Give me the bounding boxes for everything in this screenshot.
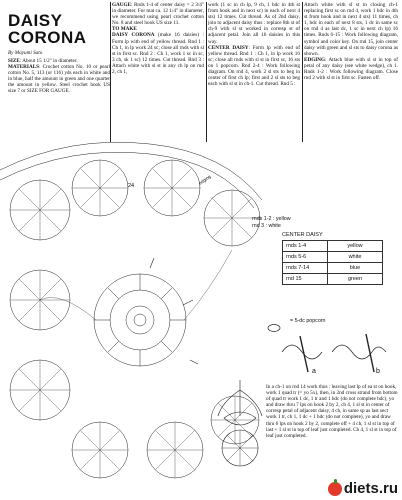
yarn-loop xyxy=(332,345,386,359)
center-daisy-color-table xyxy=(282,240,383,285)
joining-instructions: In a ch-1 on rnd 14 work thus : leaving last lp of ea st on hook, work 1 quad tr (= yo 5x), then, in 2nd cross strand from bottom of quad tr work 1 dc, 1 tr and 1 hdc (do not complete hdc), yo and draw thru 7 lps on hook 2 by 2, ch 4, 1 sl st in center of corresp petal of adjacent daisy, 4 ch, in same sp as last sect work 1 tr, ch 1, 1 dc + 1 hdc (do not complete), yo and draw thru 6 lps on hook 2 by 2, complete off + 4 ch, 1 sl st in top of last + 1 sl st in top of leaf just completed. Ch 4, 1 sl st in top of leaf just completed. xyxy=(266,384,398,439)
legend-line-1: rnds 1-2 : yellow xyxy=(252,216,291,222)
table-cell-color: blue xyxy=(328,263,383,274)
popcorn-legend: = 5-dc popcorn xyxy=(290,318,326,324)
col4-text: Attach white with sl st in closing ch-1 replacing first sc on rnd 4, work 1 hdc in 4th st from hook and in next 4 sts) 11 times, ch 1, hdc in each of next 8 sts, 1 dc in same sc on rnd 4 as last dc, 1 sc in next ch lp) 16 times. Rnds 6-15 : Work following diagram, symbol and color key. On rnd 15, join center daisy with green and sl sts to daisy corona as shown. xyxy=(304,2,398,57)
apple-logo-icon xyxy=(328,482,342,496)
table-row xyxy=(283,252,383,263)
site-watermark xyxy=(328,480,398,497)
center-daisy-label: CENTER DAISY xyxy=(208,44,249,51)
edging-text: : Attach blue with sl st in top of petal of any daisy (see white wedge), ch 1. Rnds 1-2 : Work following diagram. Close rnd 2 with sl st in first sc. Fasten off. xyxy=(304,56,398,82)
title-line-2: CORONA xyxy=(8,28,87,47)
hook-a xyxy=(300,336,308,372)
stitch-label-b: b xyxy=(376,368,380,375)
column-2 xyxy=(112,2,204,75)
column-divider xyxy=(206,2,207,142)
table-row xyxy=(283,274,383,285)
joining-chain xyxy=(40,250,232,320)
edging-arc xyxy=(0,142,262,200)
table-cell-color: yellow xyxy=(328,241,383,252)
leaf-assembly-diagram xyxy=(212,376,268,486)
center-daisy-core xyxy=(126,306,154,334)
size-label: SIZE xyxy=(8,58,20,64)
to-make-label: TO MAKE xyxy=(112,26,137,33)
pattern-title xyxy=(8,12,87,46)
col3-text: work (1 sc in ch lp, 9 ch, 1 hdc in 4th st from hook and in next sc) in each of next 4 sts) 12 times. Cut thread. As of 2nd daisy, join to adjacent daisy thus : replace 8th st of ch-9 with sl st worked in corresp st of adjacent petal. Join all 16 daisies in this way. xyxy=(208,2,300,45)
table-cell-rounds: rnd 15 xyxy=(283,274,328,285)
table-cell-rounds: rnds 7-14 xyxy=(283,263,328,274)
table-row xyxy=(283,263,383,274)
watermark-text: diets.ru xyxy=(343,480,398,497)
materials-text: : Crochet cotton No. 10 or pearl cotton No. 5, 113 (or 116) yds each in white and in blue, half the amount in green and one quarter the amount in yellow. Steel crochet hook US size 7 or SIZE FOR GAUGE. xyxy=(8,64,110,95)
table-cell-color: white xyxy=(328,252,383,263)
column-divider xyxy=(110,2,111,142)
center-petals xyxy=(94,274,186,366)
gauge-label: GAUGE xyxy=(112,2,132,8)
column-3 xyxy=(208,2,300,87)
column-1 xyxy=(8,58,110,95)
edging-annotation: edging xyxy=(197,173,212,186)
column-4 xyxy=(304,2,398,81)
gauge-text: : Rnds 1-4 of center daisy = 2 3/4" in diameter. For mat ca. 12 1/4" in diameter, we recommend using pearl crochet cotton No. 8 and steel hook US size 11. xyxy=(112,2,204,27)
table-cell-rounds: rnds 1-4 xyxy=(283,241,328,252)
column-divider xyxy=(302,2,303,142)
daisy-label: DAISY CORONA xyxy=(112,32,155,39)
round-color-legend xyxy=(252,216,291,230)
daisy-spokes xyxy=(222,430,258,466)
title-line-1: DAISY xyxy=(8,11,63,30)
table-row xyxy=(283,241,383,252)
center-daisy-lp xyxy=(134,314,146,326)
color-table-title: CENTER DAISY xyxy=(282,232,323,238)
size-text: : About 15 1/2" in diameter. xyxy=(19,58,78,64)
stitch-label-a: a xyxy=(312,368,316,375)
round-number-label: 24 xyxy=(128,183,135,189)
popcorn-symbol xyxy=(268,325,280,332)
table-cell-color: green xyxy=(328,274,383,285)
center-daisy-text: : Form lp with end of yellow thread. Rnd 1 : Ch 1, in lp work 16 sc; close all rnds with sl st in first sc, 16 sts on 1 popcorn. Rnd 2-4 : Work following diagram. On rnd 4, work 2 sl sts to beg in center of first ch lp; first and 2 sl sts to beg each with sl st in ch-1. Cut thread. Rnd 5 : xyxy=(208,44,300,88)
daisy-text: (make 16 daisies) : Form lp with end of yellow thread. Rnd 1 : Ch 1, in lp work 24 sc; close all rnds with sl st in first sc. Rnd 2 : Ch 1, work 1 sc in sc, 3 ch, sk 1 sc) 12 times. Cut thread. Rnd 3 : Attach white with sl st in any ch lp on rnd 2, ch 1, xyxy=(112,32,204,76)
table-cell-rounds: rnds 5-6 xyxy=(283,252,328,263)
byline: By Mayumi Sato xyxy=(8,50,43,56)
edging-label: EDGING xyxy=(304,56,326,63)
legend-line-2: rnd 3 : white xyxy=(252,223,281,229)
hook-b xyxy=(366,334,374,372)
materials-label: MATERIALS xyxy=(8,64,40,71)
round-marker-arrows xyxy=(150,258,198,364)
